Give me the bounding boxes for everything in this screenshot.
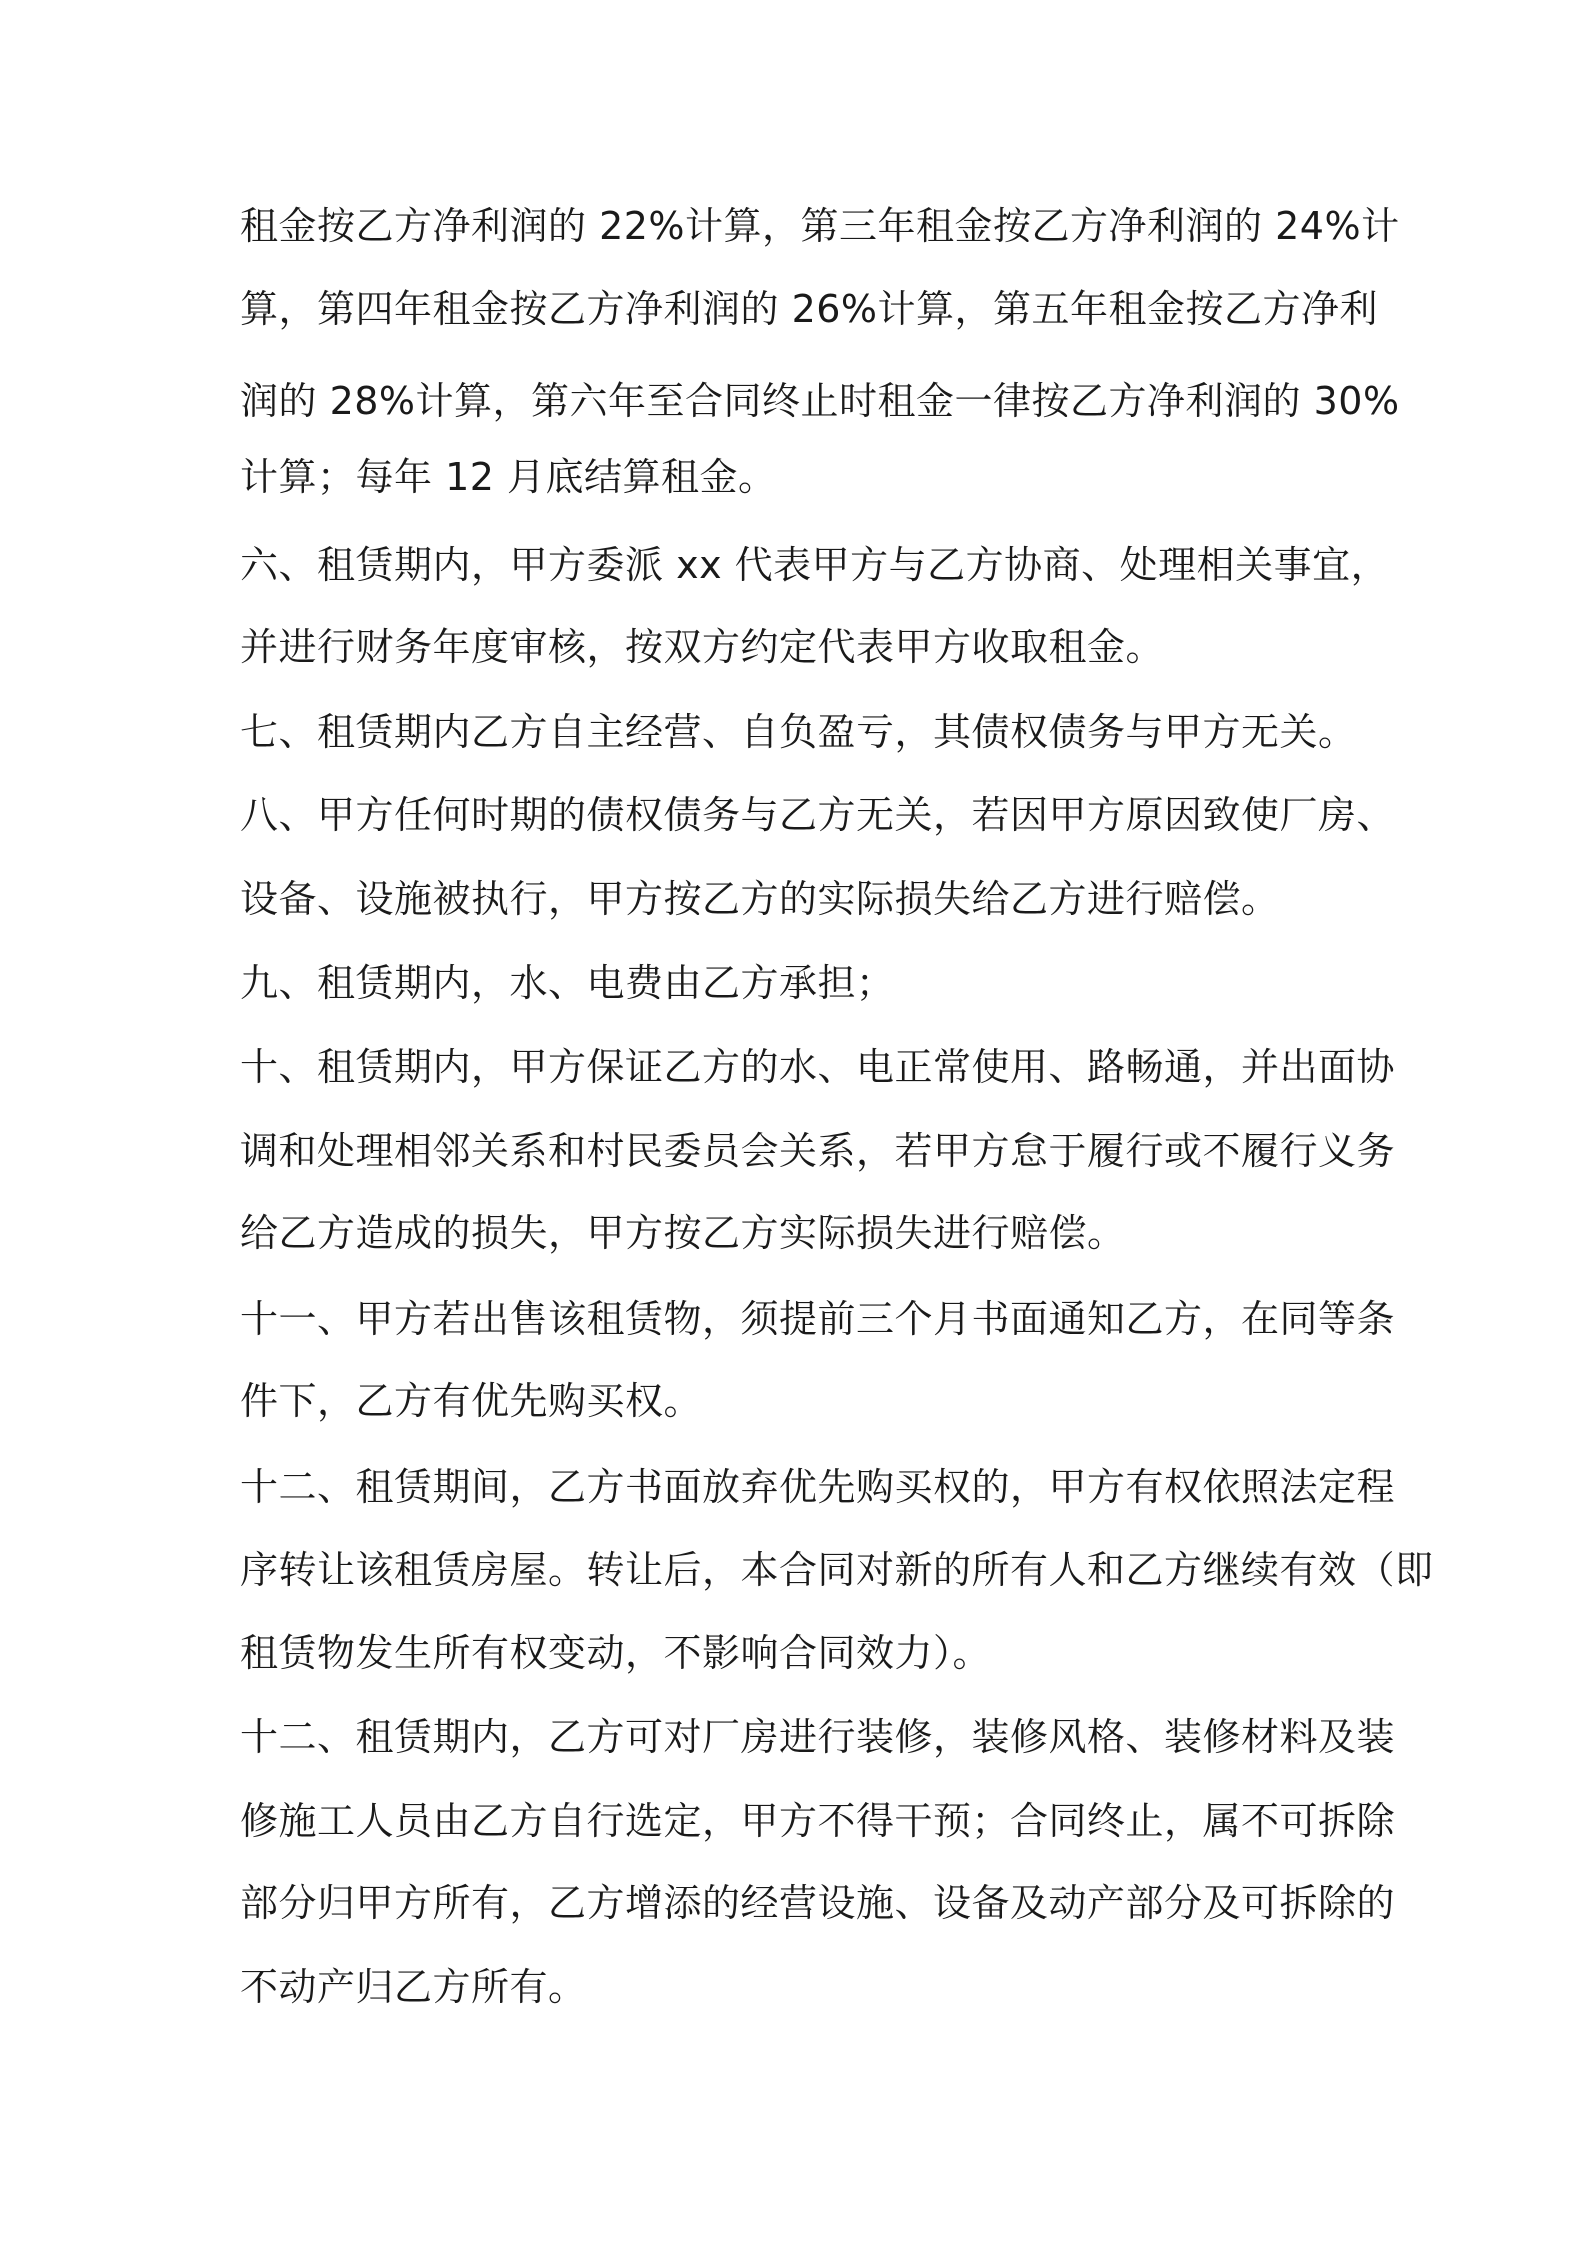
text-line: 算，第四年租金按乙方净利润的 26%计算，第五年租金按乙方净利 [240, 287, 1379, 331]
text-line: 设备、设施被执行，甲方按乙方的实际损失给乙方进行赔偿。 [240, 877, 1280, 921]
text-line: 十二、租赁期内，乙方可对厂房进行装修，装修风格、装修材料及装 [240, 1715, 1396, 1759]
text-line: 修施工人员由乙方自行选定，甲方不得干预；合同终止，属不可拆除 [240, 1799, 1396, 1843]
text-line: 六、租赁期内，甲方委派 xx 代表甲方与乙方协商、处理相关事宜， [240, 543, 1390, 587]
text-line: 序转让该租赁房屋。转让后，本合同对新的所有人和乙方继续有效（即 [240, 1548, 1434, 1592]
text-line: 十一、甲方若出售该租赁物，须提前三个月书面通知乙方，在同等条 [240, 1297, 1396, 1341]
text-line: 润的 28%计算，第六年至合同终止时租金一律按乙方净利润的 30% [240, 379, 1400, 423]
text-line: 部分归甲方所有，乙方增添的经营设施、设备及动产部分及可拆除的 [240, 1881, 1396, 1925]
text-line: 七、租赁期内乙方自主经营、自负盈亏，其债权债务与甲方无关。 [240, 710, 1357, 754]
text-line: 八、甲方任何时期的债权债务与乙方无关，若因甲方原因致使厂房、 [240, 793, 1396, 837]
text-line: 租金按乙方净利润的 22%计算，第三年租金按乙方净利润的 24%计 [240, 204, 1400, 248]
text-line: 不动产归乙方所有。 [240, 1965, 587, 2009]
text-line: 给乙方造成的损失，甲方按乙方实际损失进行赔偿。 [240, 1211, 1126, 1255]
text-line: 九、租赁期内，水、电费由乙方承担； [240, 961, 895, 1005]
text-line: 并进行财务年度审核，按双方约定代表甲方收取租金。 [240, 625, 1165, 669]
text-line: 计算；每年 12 月底结算租金。 [240, 455, 777, 499]
text-line: 件下，乙方有优先购买权。 [240, 1379, 703, 1423]
text-line: 租赁物发生所有权变动，不影响合同效力）。 [240, 1631, 992, 1675]
text-line: 调和处理相邻关系和村民委员会关系，若甲方怠于履行或不履行义务 [240, 1129, 1396, 1173]
text-line: 十、租赁期内，甲方保证乙方的水、电正常使用、路畅通，并出面协 [240, 1045, 1396, 1089]
text-line: 十二、租赁期间，乙方书面放弃优先购买权的，甲方有权依照法定程 [240, 1465, 1396, 1509]
